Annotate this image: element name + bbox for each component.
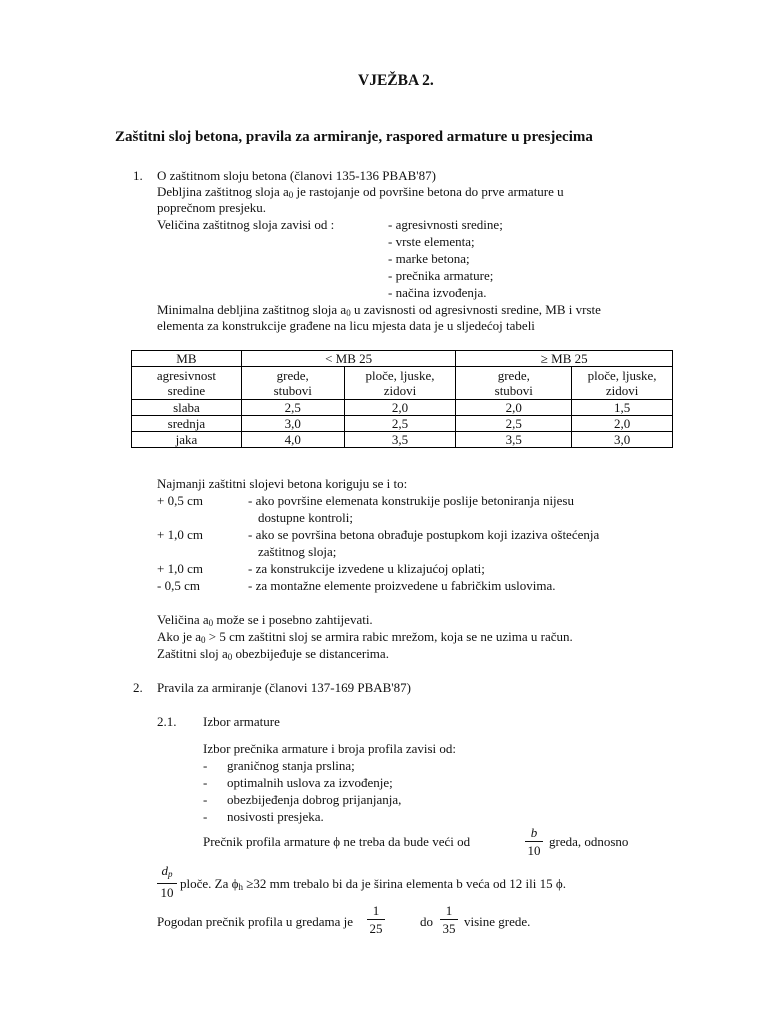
table-header-lt-mb25: < MB 25: [241, 351, 456, 367]
fraction-1-over-35: 1 35: [440, 903, 458, 936]
section-2-number: 2.: [133, 680, 143, 695]
page-subtitle: Zaštitni sloj betona, pravila za armiranje, raspored armature u presjecima: [115, 129, 593, 145]
bullet-item: nosivosti presjeka.: [227, 809, 324, 824]
note-line: Zaštitni sloj $a_0$ obezbijeđuje se distancerima.: [157, 646, 389, 662]
correction-text: - za konstrukcije izvedene u klizajućoj oplati;: [248, 561, 485, 576]
table-cell: 2,0: [456, 400, 572, 416]
depends-item: - marke betona;: [388, 251, 470, 266]
depends-label: Veličina zaštitnog sloja zavisi od :: [157, 217, 335, 232]
bullet-item: optimalnih uslova za izvođenje;: [227, 775, 393, 790]
table-header-beams: grede, stubovi: [241, 367, 344, 400]
diameter-rule-text: Prečnik profila armature ϕ ne treba da bude veći od: [203, 834, 471, 849]
bullet-dash: -: [203, 792, 208, 807]
beam-diameter-text-end: visine grede.: [464, 914, 531, 929]
note-line: Ako je $a_0 > 5$ cm zaštitni sloj se armira rabic mrežom, koja se ne uzima u račun.: [157, 629, 573, 645]
table-header-ge-mb25: ≥ MB 25: [456, 351, 673, 367]
correction-value: + 1,0 cm: [157, 527, 203, 542]
table-cell: 3,5: [344, 432, 456, 448]
table-cell: 2,0: [344, 400, 456, 416]
fraction-dp-over-10: $d_p$ 10: [157, 863, 177, 900]
table-header-beams: grede, stubovi: [456, 367, 572, 400]
table-cell: 4,0: [241, 432, 344, 448]
section-2-heading: Pravila za armiranje (članovi 137-169 PBAB'87): [157, 680, 411, 695]
beam-diameter-text-do: do: [420, 914, 433, 929]
correction-text: - ako površine elemenata konstrukije poslije betoniranja nijesu: [248, 493, 574, 508]
depends-item: - vrste elementa;: [388, 234, 475, 249]
fraction-1-over-25: 1 25: [367, 903, 385, 936]
table-cell: 1,5: [572, 400, 673, 416]
section-1-para1-line2: poprečnom presjeku.: [157, 200, 267, 215]
table-row: [132, 416, 673, 432]
table-cell: srednja: [132, 416, 242, 432]
table-row: [132, 400, 673, 416]
note-line: Veličina $a_0$ može se i posebno zahtijevati.: [157, 612, 373, 628]
correction-value: + 0,5 cm: [157, 493, 203, 508]
table-header-mb: MB: [132, 351, 242, 367]
bullet-item: obezbijeđenja dobrog prijanjanja,: [227, 792, 402, 807]
beam-diameter-text: Pogodan prečnik profila u gredama je: [157, 914, 354, 929]
table-cell: 2,0: [572, 416, 673, 432]
bullet-dash: -: [203, 758, 208, 773]
section-1-heading: O zaštitnom sloju betona (članovi 135-136 PBAB'87): [157, 168, 436, 183]
depends-item: - prečnika armature;: [388, 268, 494, 283]
table-cell: 3,0: [241, 416, 344, 432]
table-cell: 3,0: [572, 432, 673, 448]
section-2-1-heading: Izbor armature: [203, 714, 280, 729]
table-header-slabs: ploče, ljuske, zidovi: [572, 367, 673, 400]
diameter-rule-text-cont: greda, odnosno: [549, 834, 629, 849]
depends-item: - načina izvođenja.: [388, 285, 487, 300]
table-cell: 2,5: [241, 400, 344, 416]
section-2-1-intro: Izbor prečnika armature i broja profila zavisi od:: [203, 741, 457, 756]
table-cell: jaka: [132, 432, 242, 448]
section-1-number: 1.: [133, 168, 143, 183]
fraction-b-over-10: b 10: [525, 825, 543, 858]
section-2-1-number: 2.1.: [157, 714, 177, 729]
correction-text-cont: dostupne kontroli;: [258, 510, 353, 525]
section-1-para2-line2: elementa za konstrukcije građene na licu mjesta data je u sljedećoj tabeli: [157, 318, 535, 333]
page-title: VJEŽBA 2.: [358, 72, 434, 89]
correction-text-cont: zaštitnog sloja;: [258, 544, 337, 559]
table-cell: 2,5: [456, 416, 572, 432]
bullet-dash: -: [203, 809, 208, 824]
correction-text: - za montažne elemente proizvedene u fabričkim uslovima.: [248, 578, 556, 593]
bullet-dash: -: [203, 775, 208, 790]
slab-rule-text: ploče. Za $\phi_h \ge 32$ mm trebalo bi da je širina elementa b veća od 12 ili 15 ϕ.: [180, 876, 566, 892]
table-header-environment: agresivnost sredine: [132, 367, 242, 400]
correction-text: - ako se površina betona obrađuje postupkom koji izaziva oštećenja: [248, 527, 600, 542]
table-header-slabs: ploče, ljuske, zidovi: [344, 367, 456, 400]
depends-item: - agresivnosti sredine;: [388, 217, 503, 232]
cover-thickness-table: [131, 350, 673, 448]
section-1-para2-line1: Minimalna debljina zaštitnog sloja $a_0$ u zavisnosti od agresivnosti sredine, MB i vrste: [157, 302, 601, 318]
section-1-para1-line1: Debljina zaštitnog sloja $a_0$ je rastojanje od površine betona do prve armature u: [157, 184, 564, 200]
table-row: [132, 432, 673, 448]
correction-value: + 1,0 cm: [157, 561, 203, 576]
bullet-item: graničnog stanja prslina;: [227, 758, 355, 773]
corrections-intro: Najmanji zaštitni slojevi betona koriguju se i to:: [157, 476, 408, 491]
table-cell: 2,5: [344, 416, 456, 432]
table-cell: 3,5: [456, 432, 572, 448]
correction-value: - 0,5 cm: [157, 578, 200, 593]
table-cell: slaba: [132, 400, 242, 416]
